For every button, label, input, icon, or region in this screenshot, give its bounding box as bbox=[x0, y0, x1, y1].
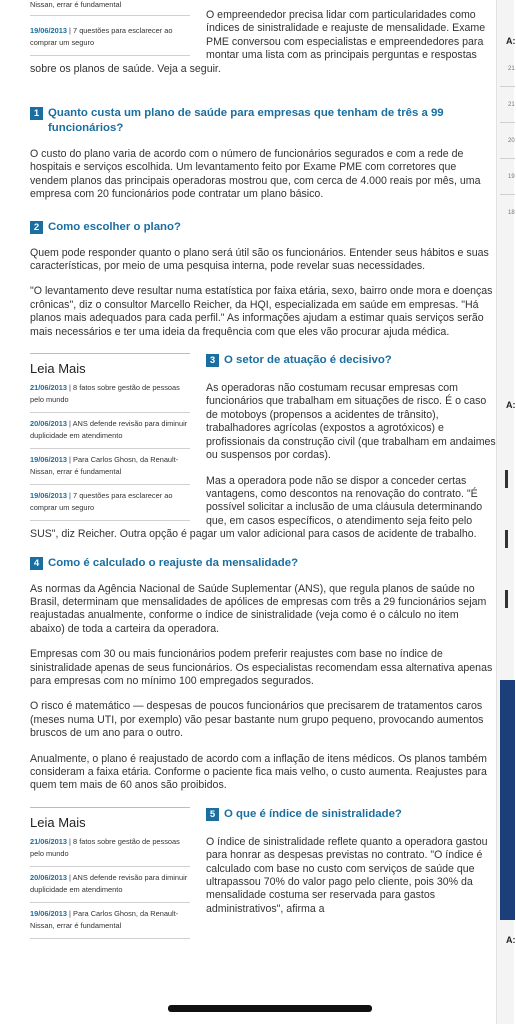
sidebar-divider bbox=[500, 158, 515, 159]
leia-mais-item[interactable] bbox=[30, 413, 190, 449]
sidebar-heading: A: bbox=[506, 935, 516, 945]
leia-mais-item[interactable] bbox=[30, 377, 190, 413]
section-number-badge: 4 bbox=[30, 557, 43, 570]
section-paragraph: Quem pode responder quanto o plano será útil são os funcionários. Entender seus hábitos e suas características, por meio de uma pesquisa interna, pode revelar suas necessidades. bbox=[30, 246, 489, 273]
section-5-block bbox=[30, 807, 496, 930]
leia-mais-item-text: | Para Carlos Ghosn, da Renault-Nissan, errar é fundamental bbox=[30, 908, 179, 930]
section-number-badge: 1 bbox=[30, 107, 43, 120]
intro-paragraph: O empreendedor precisa lidar com particularidades como índices de sinistralidade e reajuste de mensalidade. Exame PME conversou com especialistas e empreendedores para montar uma lista com as principais perguntas e respostas sobre os planos de saúde. Veja a seguir. bbox=[30, 9, 486, 75]
sidebar-date: 18 bbox=[508, 210, 515, 216]
leia-mais-item[interactable] bbox=[30, 831, 190, 867]
leia-mais-item-text: | Para Carlos Ghosn, da Renault-Nissan, errar é fundamental bbox=[30, 455, 179, 477]
leia-mais-item-date: 21/06/2013 bbox=[30, 836, 67, 846]
leia-mais-item[interactable] bbox=[30, 903, 190, 939]
leia-mais-title: Leia Mais bbox=[30, 807, 190, 831]
sidebar-divider bbox=[500, 122, 515, 123]
leia-mais-box bbox=[30, 353, 190, 521]
leia-mais-title: Leia Mais bbox=[30, 353, 190, 377]
section-title: Como é calculado o reajuste da mensalidade? bbox=[48, 556, 299, 569]
leia-mais-item-date: 19/06/2013 bbox=[30, 908, 67, 918]
section-paragraph: O índice de sinistralidade reflete quanto a operadora gastou para honrar as despesas previstas no contrato. "O índice é calculado com base no custo com serviços de saúde que ultrapassou 70% do valor pago pelo cliente, pois 30% da mensalidade costuma ser reservada para gastos administrativos", afirma a bbox=[206, 835, 488, 915]
sidebar-widget-edge bbox=[505, 470, 508, 488]
sidebar-widget-edge bbox=[505, 530, 508, 548]
section-paragraph: O risco é matemático — despesas de poucos funcionários que precisarem de tratamentos caros (meses numa UTI, por exemplo) vão pesar bastante num grupo pequeno, provocando aumentos bruscos de um ano para o outro. bbox=[30, 700, 484, 740]
section-heading-1 bbox=[30, 106, 496, 136]
section-number-badge: 2 bbox=[30, 221, 43, 234]
leia-mais-item-text: | 8 fatos sobre gestão de pessoas pelo mundo bbox=[30, 836, 180, 858]
section-title: Como escolher o plano? bbox=[48, 220, 181, 233]
section-number-badge: 5 bbox=[206, 808, 219, 821]
section-3-block bbox=[30, 353, 496, 541]
leia-mais-item-date: 21/06/2013 bbox=[30, 383, 67, 393]
leia-mais-item[interactable] bbox=[30, 20, 190, 56]
leia-mais-item[interactable] bbox=[30, 867, 190, 903]
leia-mais-item-date: 20/06/2013 bbox=[30, 419, 67, 429]
leia-mais-item-text: | 7 questões para esclarecer ao comprar um seguro bbox=[30, 491, 173, 513]
leia-mais-item-text: Nissan, errar é fundamental bbox=[30, 0, 122, 9]
leia-mais-item-date: 20/06/2013 bbox=[30, 872, 67, 882]
sidebar-heading: A: bbox=[506, 400, 516, 410]
leia-mais-item-text: | 8 fatos sobre gestão de pessoas pelo mundo bbox=[30, 383, 180, 405]
sidebar-ad-block[interactable] bbox=[500, 680, 515, 920]
leia-mais-item-text: | ANS defende revisão para diminuir duplicidade em atendimento bbox=[30, 872, 188, 894]
leia-mais-item-date: 19/06/2013 bbox=[30, 26, 67, 35]
right-sidebar bbox=[496, 0, 514, 1024]
section-paragraph: "O levantamento deve resultar numa estatística por faixa etária, sexo, bairro onde mora e doenças crônicas", diz o consultor Marcello Reicher, da HQI, especializada em saúde em empresas. "Há planos mais adequados para cada perfil." As informações ajudam a estimar quais serviços serão mais necessários e ter uma ideia da frequência com que eles vão procurar ajuda médica. bbox=[30, 285, 493, 338]
sidebar-divider bbox=[500, 86, 515, 87]
section-paragraph: Anualmente, o plano é reajustado de acordo com a inflação de itens médicos. Os planos também consideram a faixa etária. Conforme o paciente fica mais velho, o custo aumenta. Reajustes para quem tem mais de 60 anos são proibidos. bbox=[30, 752, 487, 792]
sidebar-date: 21 bbox=[508, 102, 515, 108]
sidebar-divider bbox=[500, 194, 515, 195]
sidebar-heading: A: bbox=[506, 36, 516, 46]
leia-mais-top-fragment bbox=[30, 0, 190, 56]
section-paragraph: Mas a operadora pode não se dispor a conceder certas vantagens, como descontos na renovação do contrato. "É possível solicitar a inclusão de uma cláusula determinando que, em casos específicos, o atendimento seja feito pelo SUS", diz Reicher. Outra opção é pagar um valor adicional para casos de acidente de trabalho. bbox=[30, 474, 483, 541]
sidebar-date: 20 bbox=[508, 138, 515, 144]
section-paragraph: As normas da Agência Nacional de Saúde Suplementar (ANS), que regula planos de saúde no Brasil, determinam que mensalidades de apólices de empresas com três a 29 funcionários sejam reajustadas anualmente, conforme o índice de sinistralidade (veja como é o cálculo no item abaixo) de toda a carteira da operadora. bbox=[30, 582, 487, 635]
section-heading-4 bbox=[30, 556, 496, 571]
section-title: O que é índice de sinistralidade? bbox=[224, 807, 402, 820]
section-title: O setor de atuação é decisivo? bbox=[224, 354, 392, 367]
leia-mais-item[interactable] bbox=[30, 449, 190, 485]
section-heading-3 bbox=[206, 353, 496, 368]
leia-mais-item[interactable] bbox=[30, 0, 190, 16]
section-number-badge: 3 bbox=[206, 354, 219, 367]
leia-mais-item[interactable] bbox=[30, 485, 190, 521]
section-paragraph: Empresas com 30 ou mais funcionários podem preferir reajustes com base no índice de sinistralidade apenas de seus funcionários. Os especialistas recomendam essa alternativa apenas para empresas com no mínimo 100 empregados segurados. bbox=[30, 648, 493, 687]
text-selection-cursor bbox=[168, 1005, 372, 1012]
leia-mais-box bbox=[30, 807, 190, 939]
leia-mais-item-date: 19/06/2013 bbox=[30, 491, 67, 501]
leia-mais-item-date: 19/06/2013 bbox=[30, 455, 67, 465]
section-title: Quanto custa um plano de saúde para empresas que tenham de três a 99 funcionários? bbox=[48, 107, 444, 134]
intro-block bbox=[30, 0, 496, 80]
sidebar-widget-edge bbox=[505, 590, 508, 608]
section-paragraph: O custo do plano varia de acordo com o número de funcionários segurados e com a rede de hospitais e serviços escolhida. Um levantamento feito por Exame PME com corretores que vendem planos das principais operadoras mostrou que, com cerca de 4.000 reais por mês, uma empresa com 20 funcionários pode contratar um plano básico. bbox=[30, 148, 481, 201]
sidebar-date: 19 bbox=[508, 174, 515, 180]
section-paragraph: As operadoras não costumam recusar empresas com funcionários que trabalham em situações de risco. É o caso de motoboys (propensos a acidentes de trânsito), trabalhadores agrícolas (expostos a agrotóxicos) e profissionais da construção civil (que trabalham em andaimes ou suspensos por cordas). bbox=[206, 382, 496, 462]
sidebar-date: 21 bbox=[508, 66, 515, 72]
section-heading-5 bbox=[206, 807, 496, 822]
section-heading-2 bbox=[30, 220, 496, 235]
leia-mais-item-text: | 7 questões para esclarecer ao comprar um seguro bbox=[30, 26, 173, 47]
leia-mais-item-text: | ANS defende revisão para diminuir duplicidade em atendimento bbox=[30, 419, 188, 441]
